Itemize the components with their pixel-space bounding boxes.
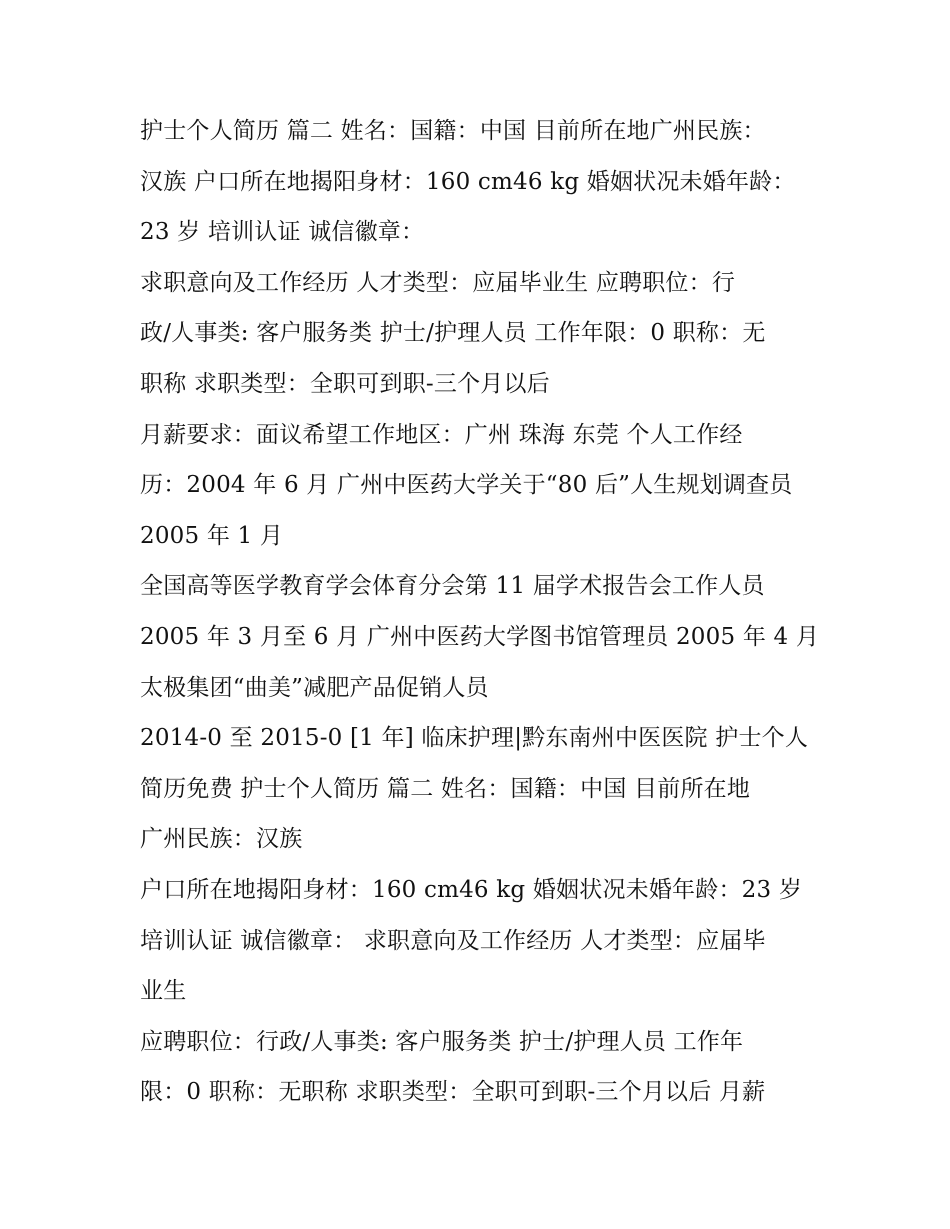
text-line-2: 汉族 户口所在地揭阳身材：160 cm46 kg 婚姻状况未婚年龄： [140, 168, 796, 195]
text-line-6: 职称 求职类型：全职可到职-三个月以后 [140, 370, 550, 397]
text-line-18: 业生 [140, 978, 187, 1005]
text-line-19: 应聘职位：行政/人事类: 客户服务类 护士/护理人员 工作年 [140, 1028, 744, 1055]
document-body [140, 106, 820, 1118]
text-line-13: 2014-0 至 2015-0 [1 年] 临床护理|黔东南州中医医院 护士个人 [140, 725, 809, 752]
text-line-12: 太极集团“曲美”减肥产品促销人员 [140, 674, 489, 701]
text-line-4: 求职意向及工作经历 人才类型：应届毕业生 应聘职位：行 [140, 269, 736, 296]
text-line-8: 历：2004 年 6 月 广州中医药大学关于“80 后”人生规划调查员 [140, 472, 793, 499]
text-line-7: 月薪要求：面议希望工作地区：广州 珠海 东莞 个人工作经 [140, 421, 743, 448]
text-line-3: 23 岁 培训认证 诚信徽章： [140, 219, 425, 246]
text-line-9: 2005 年 1 月 [140, 522, 284, 549]
text-line-5: 政/人事类: 客户服务类 护士/护理人员 工作年限：0 职称：无 [140, 320, 766, 347]
text-line-11: 2005 年 3 月至 6 月 广州中医药大学图书馆管理员 2005 年 4 月 [140, 623, 820, 650]
text-line-1: 护士个人简历 篇二 姓名：国籍：中国 目前所在地广州民族： [140, 118, 766, 144]
text-line-14: 简历免费 护士个人简历 篇二 姓名：国籍：中国 目前所在地 [140, 775, 751, 802]
text-line-15: 广州民族：汉族 [140, 826, 303, 853]
text-line-10: 全国高等医学教育学会体育分会第 11 届学术报告会工作人员 [140, 573, 765, 600]
text-line-16: 户口所在地揭阳身材：160 cm46 kg 婚姻状况未婚年龄：23 岁 [140, 876, 803, 903]
text-line-20: 限：0 职称：无职称 求职类型：全职可到职-三个月以后 月薪 [140, 1079, 766, 1106]
text-line-17: 培训认证 诚信徽章： 求职意向及工作经历 人才类型：应届毕 [140, 927, 766, 954]
